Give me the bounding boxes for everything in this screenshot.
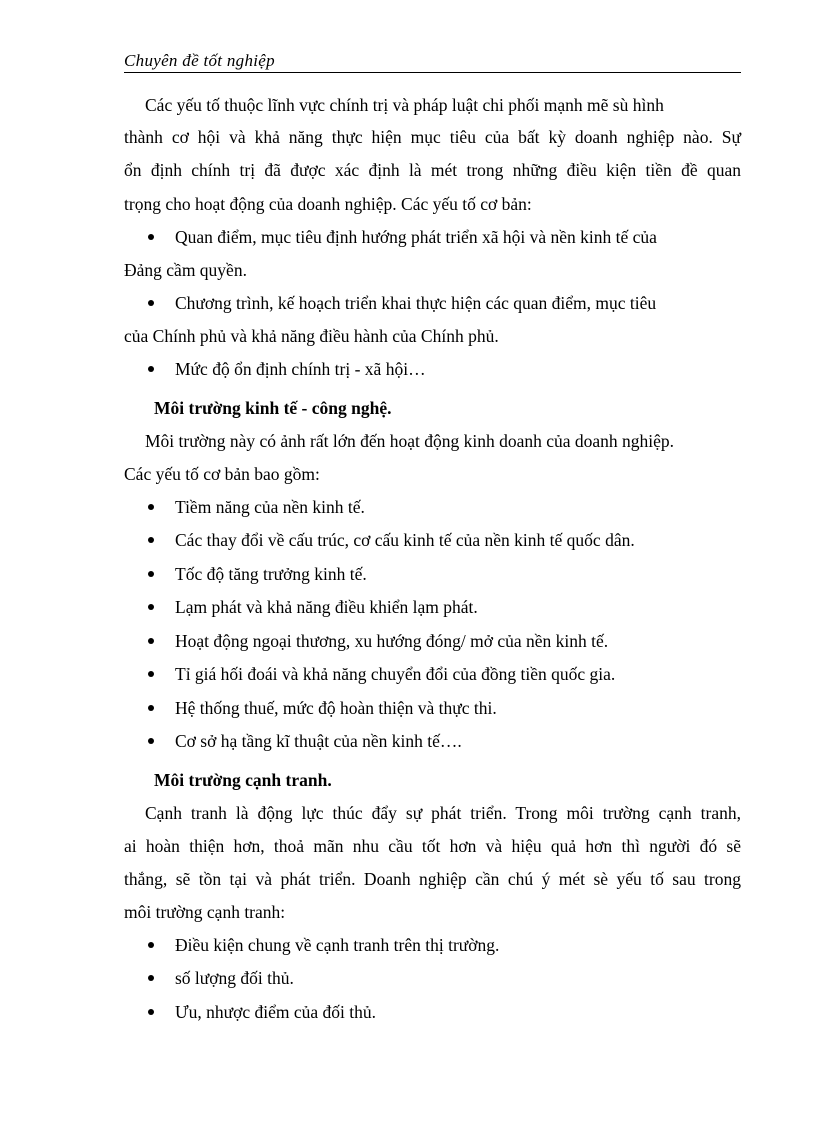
- economic-item: Tiềm năng của nền kinh tế.: [175, 497, 365, 517]
- economic-item: Cơ sở hạ tầng kĩ thuật của nền kinh tế….: [175, 731, 462, 751]
- economic-item: Tỉ giá hối đoái và khả năng chuyển đổi của đồng tiền quốc gia.: [175, 664, 616, 684]
- bullet-dot: [148, 975, 154, 981]
- competition-item: Điều kiện chung về cạnh tranh trên thị trường.: [175, 935, 500, 955]
- competition-heading: Môi trường cạnh tranh.: [154, 770, 332, 790]
- economic-heading: Môi trường kinh tế - công nghệ.: [154, 398, 392, 418]
- competition-para-line-1: Cạnh tranh là động lực thúc đẩy sự phát triển. Trong môi trường cạnh tranh,: [145, 803, 741, 823]
- bullet-dot: [148, 671, 154, 677]
- intro-line-4: trọng cho hoạt động của doanh nghiệp. Các yếu tố cơ bản:: [124, 194, 532, 214]
- competition-item: Ưu, nhược điểm của đối thủ.: [175, 1002, 376, 1022]
- bullet-dot: [148, 234, 154, 240]
- header-title: Chuyên đề tốt nghiệp: [124, 51, 275, 70]
- competition-para-line-3: thắng, sẽ tồn tại và phát triển. Doanh nghiệp cần chú ý mét sè yếu tố sau trong: [124, 869, 741, 889]
- political-bullet-1-line-2: Đảng cầm quyền.: [124, 260, 247, 280]
- economic-para-line-2: Các yếu tố cơ bản bao gồm:: [124, 464, 320, 484]
- intro-line-1: Các yếu tố thuộc lĩnh vực chính trị và pháp luật chi phối mạnh mẽ sù hình: [145, 95, 664, 115]
- bullet-dot: [148, 571, 154, 577]
- bullet-dot: [148, 638, 154, 644]
- competition-para-line-2: ai hoàn thiện hơn, thoả mãn nhu cầu tốt hơn và hiệu quả hơn thì người đó sẽ: [124, 836, 741, 856]
- competition-para-line-4: môi trường cạnh tranh:: [124, 902, 286, 922]
- political-bullet-2-line-1: Chương trình, kế hoạch triển khai thực hiện các quan điểm, mục tiêu: [175, 293, 657, 313]
- economic-item: Hoạt động ngoại thương, xu hướng đóng/ mở của nền kinh tế.: [175, 631, 609, 651]
- bullet-dot: [148, 604, 154, 610]
- bullet-dot: [148, 300, 154, 306]
- intro-line-3: ổn định chính trị đã được xác định là mét trong những điều kiện tiền đề quan: [124, 160, 741, 180]
- political-bullet-3: Mức độ ổn định chính trị - xã hội…: [175, 359, 426, 379]
- page-header: [124, 50, 741, 73]
- bullet-dot: [148, 504, 154, 510]
- competition-item: số lượng đối thủ.: [175, 968, 294, 988]
- political-bullet-2-line-2: của Chính phủ và khả năng điều hành của Chính phủ.: [124, 326, 499, 346]
- economic-para-line-1: Môi trường này có ảnh rất lớn đến hoạt động kinh doanh của doanh nghiệp.: [145, 431, 675, 451]
- bullet-dot: [148, 942, 154, 948]
- bullet-dot: [148, 537, 154, 543]
- bullet-dot: [148, 705, 154, 711]
- intro-line-2: thành cơ hội và khả năng thực hiện mục tiêu của bất kỳ doanh nghiệp nào. Sự: [124, 127, 741, 147]
- political-bullet-1-line-1: Quan điểm, mục tiêu định hướng phát triển xã hội và nền kinh tế của: [175, 227, 657, 247]
- economic-item: Tốc độ tăng trưởng kinh tế.: [175, 564, 367, 584]
- bullet-dot: [148, 1009, 154, 1015]
- economic-item: Các thay đổi về cấu trúc, cơ cấu kinh tế của nền kinh tế quốc dân.: [175, 530, 635, 550]
- bullet-dot: [148, 366, 154, 372]
- bullet-dot: [148, 738, 154, 744]
- economic-item: Hệ thống thuế, mức độ hoàn thiện và thực thi.: [175, 698, 497, 718]
- economic-item: Lạm phát và khả năng điều khiển lạm phát.: [175, 597, 478, 617]
